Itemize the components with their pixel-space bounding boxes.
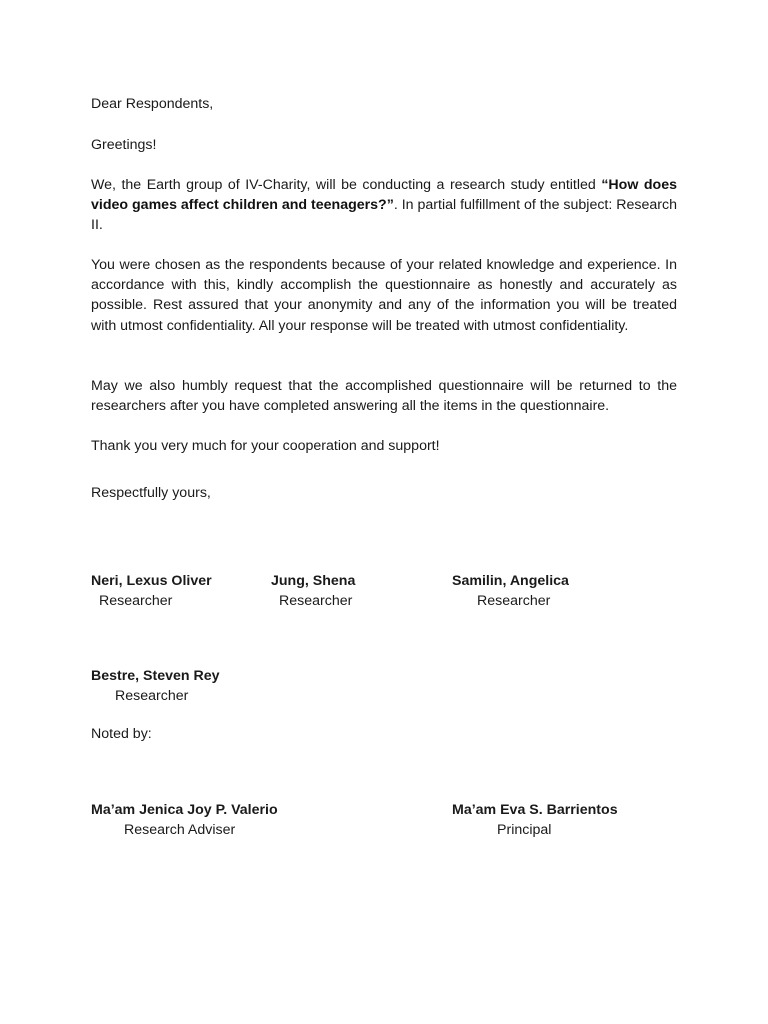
paragraph-respondents: You were chosen as the respondents because of your related knowledge and experience. In accordance with this, kindly accomplish the questionnaire as honestly and accurately as possible. Rest assured that your anonymity and any of the information you will be treated with utmost confidentiality. All your response will be treated with utmost confidentiality.	[91, 257, 677, 334]
closing: Respectfully yours,	[91, 485, 211, 501]
signatory-role: Researcher	[477, 593, 551, 610]
signatory-name: Ma’am Jenica Joy P. Valerio	[91, 802, 278, 818]
signatory-researcher-4	[91, 666, 351, 706]
noted-by-label: Noted by:	[91, 726, 152, 742]
signatory-role: Researcher	[279, 593, 353, 610]
signatory-role: Research Adviser	[124, 822, 236, 839]
signatory-name: Ma’am Eva S. Barrientos	[452, 802, 618, 818]
paragraph-thanks: Thank you very much for your cooperation and support!	[91, 438, 440, 454]
greeting: Greetings!	[91, 137, 157, 153]
paragraph-request: May we also humbly request that the accomplished questionnaire will be returned to the researchers after you have completed answering all the items in the questionnaire.	[91, 378, 677, 415]
signatory-role: Principal	[497, 822, 552, 839]
signatory-role: Researcher	[99, 593, 173, 610]
signatory-principal	[452, 800, 712, 840]
signatory-name: Neri, Lexus Oliver	[91, 573, 212, 589]
signatory-name: Jung, Shena	[271, 573, 356, 589]
signatory-researcher-3	[452, 571, 712, 611]
signatory-name: Samilin, Angelica	[452, 573, 569, 589]
signatory-name: Bestre, Steven Rey	[91, 668, 220, 684]
intro-text-start: We, the Earth group of IV-Charity, will be conducting a research study entitled	[91, 177, 602, 193]
signatory-adviser	[91, 800, 351, 840]
intro-text-end: . In partial fulfillment of the subject: Research II.	[91, 197, 677, 234]
signatory-role: Researcher	[115, 688, 189, 705]
study-title: “How does video games affect children and teenagers?”	[91, 177, 677, 214]
paragraph-intro	[91, 175, 677, 236]
salutation: Dear Respondents,	[91, 96, 214, 112]
